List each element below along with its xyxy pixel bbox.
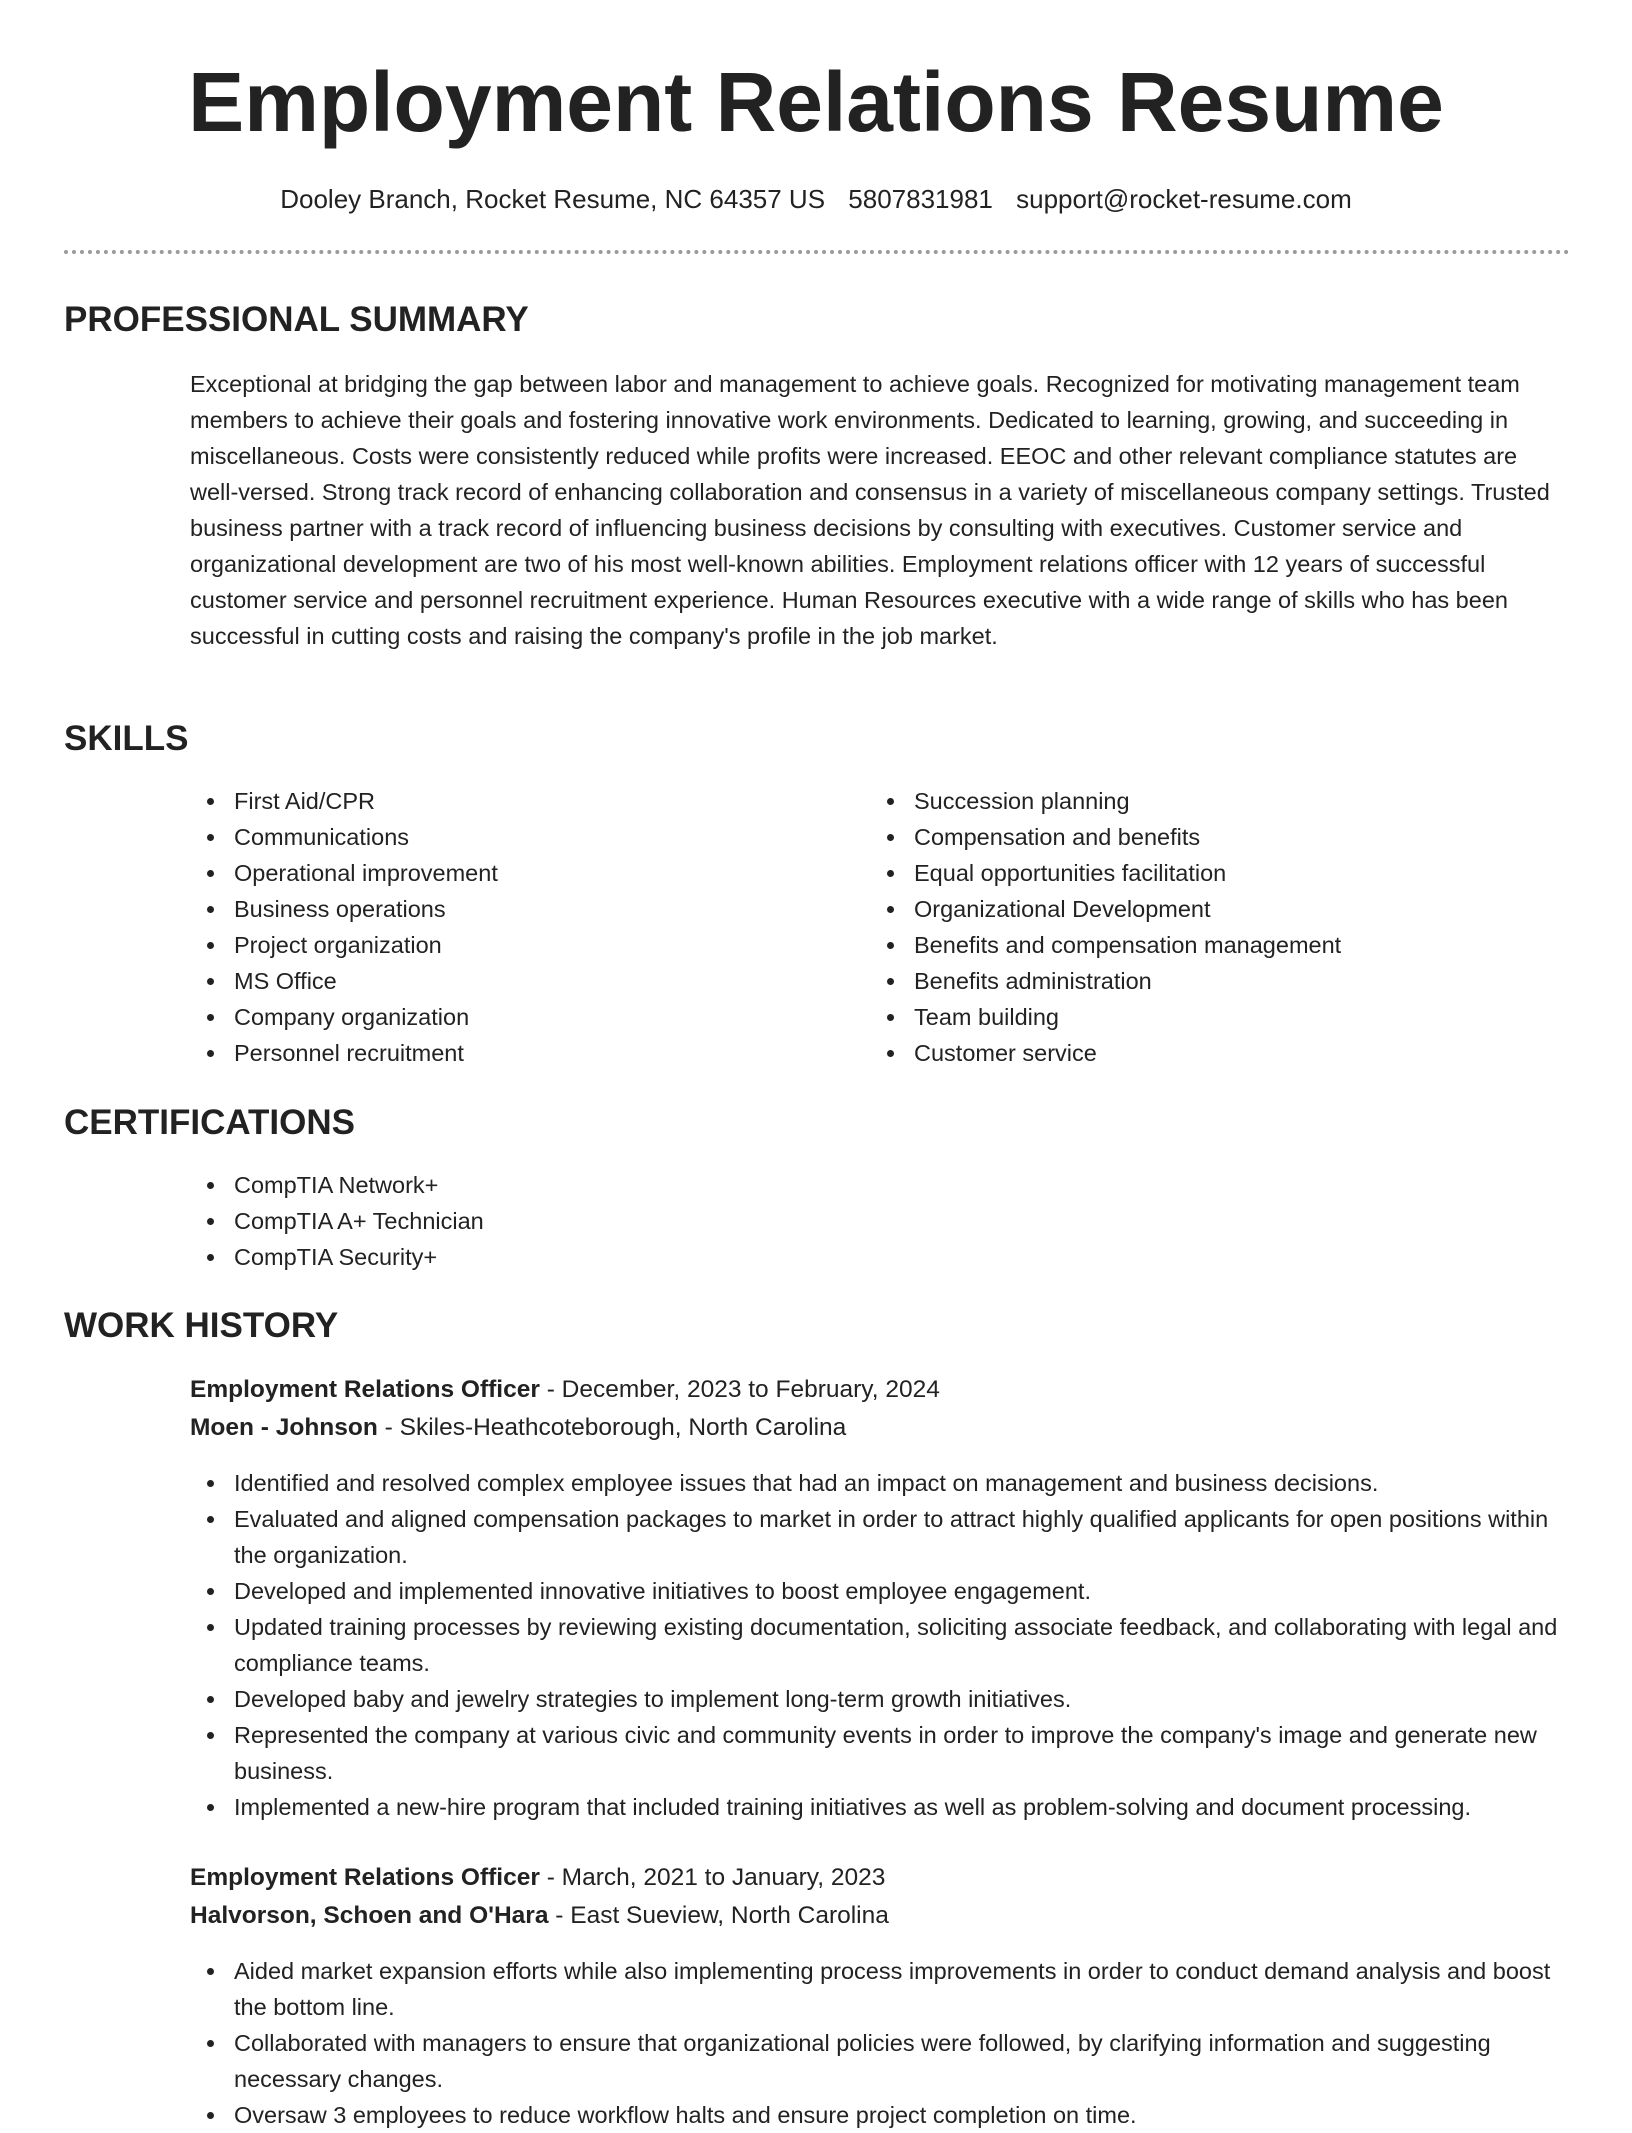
job-location: - Skiles-Heathcoteborough, North Carolina [377,1414,847,1441]
summary-heading: PROFESSIONAL SUMMARY [64,300,529,339]
list-item: Organizational Development [870,891,1570,927]
list-item: Equal opportunities facilitation [870,855,1570,891]
list-item: Benefits administration [870,963,1570,999]
list-item: Developed and implemented innovative initiatives to boost employee engagement. [190,1573,1570,1609]
job-title: Employment Relations Officer [190,1864,540,1891]
list-item: CompTIA Network+ [190,1167,990,1203]
summary-text: Exceptional at bridging the gap between labor and management to achieve goals. Recognized for motivating management team members to achieve their goals and fostering innovative work environments. Dedicated to learning, growing, and succeeding in miscellaneous. Costs were consistently reduced while profits were increased. EEOC and other relevant compliance statutes are well-versed. Strong track record of enhancing collaboration and consensus in a variety of miscellaneous company settings. Trusted business partner with a track record of influencing business decisions by consulting with executives. Customer service and organizational development are two of his most well-known abilities. Employment relations officer with 12 years of successful customer service and personnel recruitment experience. Human Resources executive with a wide range of skills who has been successful in cutting costs and raising the company's profile in the job market. [190,371,1550,649]
job-dates: - March, 2021 to January, 2023 [539,1864,886,1891]
list-item: Compensation and benefits [870,819,1570,855]
list-item: CompTIA Security+ [190,1239,990,1275]
job-title-line [190,1859,885,1897]
certifications-heading: CERTIFICATIONS [64,1103,356,1142]
list-item: Oversaw 3 employees to reduce workflow halts and ensure project completion on time. [190,2097,1570,2133]
skills-heading: SKILLS [64,719,189,758]
list-item: Operational improvement [190,855,830,891]
contact-address: Dooley Branch, Rocket Resume, NC 64357 US [280,184,826,214]
list-item: First Aid/CPR [190,783,830,819]
job-company-line [190,1409,846,1447]
list-item: Aided market expansion efforts while also implementing process improvements in order to conduct demand analysis and boost the bottom line. [190,1953,1570,2025]
list-item: Updated training processes by reviewing existing documentation, soliciting associate feedback, and collaborating with legal and compliance teams. [190,1609,1570,1681]
list-item: Benefits and compensation management [870,927,1570,963]
list-item: Collaborated with managers to ensure that organizational policies were followed, by clarifying information and suggesting necessary changes. [190,2025,1570,2097]
list-item: Project organization [190,927,830,963]
job-company: Halvorson, Schoen and O'Hara [190,1902,549,1929]
job-title-line [190,1371,940,1409]
list-item: Identified and resolved complex employee issues that had an impact on management and business decisions. [190,1465,1570,1501]
list-item: CompTIA A+ Technician [190,1203,990,1239]
contact-email: support@rocket-resume.com [1016,184,1352,214]
list-item: Succession planning [870,783,1570,819]
job-company: Moen - Johnson [190,1414,378,1441]
list-item: MS Office [190,963,830,999]
list-item: Communications [190,819,830,855]
list-item: Evaluated and aligned compensation packages to market in order to attract highly qualified applicants for open positions within the organization. [190,1501,1570,1573]
job-title: Employment Relations Officer [190,1376,540,1403]
header-divider [64,250,1570,254]
list-item: Company organization [190,999,830,1035]
skills-list-left [190,783,830,1071]
job-dates: - December, 2023 to February, 2024 [539,1376,940,1403]
certifications-list [190,1167,990,1275]
job-company-line [190,1897,889,1935]
list-item: Developed baby and jewelry strategies to implement long-term growth initiatives. [190,1681,1570,1717]
list-item: Customer service [870,1035,1570,1071]
skills-list-right [870,783,1570,1071]
contact-phone: 5807831981 [848,184,993,214]
list-item: Business operations [190,891,830,927]
job-bullets [190,1465,1570,1825]
work-history-heading: WORK HISTORY [64,1306,339,1345]
list-item: Represented the company at various civic and community events in order to improve the company's image and generate new business. [190,1717,1570,1789]
list-item: Personnel recruitment [190,1035,830,1071]
list-item: Team building [870,999,1570,1035]
job-location: - East Sueview, North Carolina [548,1902,889,1929]
job-bullets [190,1953,1570,2133]
contact-line [0,182,1632,216]
resume-title: Employment Relations Resume [188,55,1444,149]
list-item: Implemented a new-hire program that included training initiatives as well as problem-solving and document processing. [190,1789,1570,1825]
